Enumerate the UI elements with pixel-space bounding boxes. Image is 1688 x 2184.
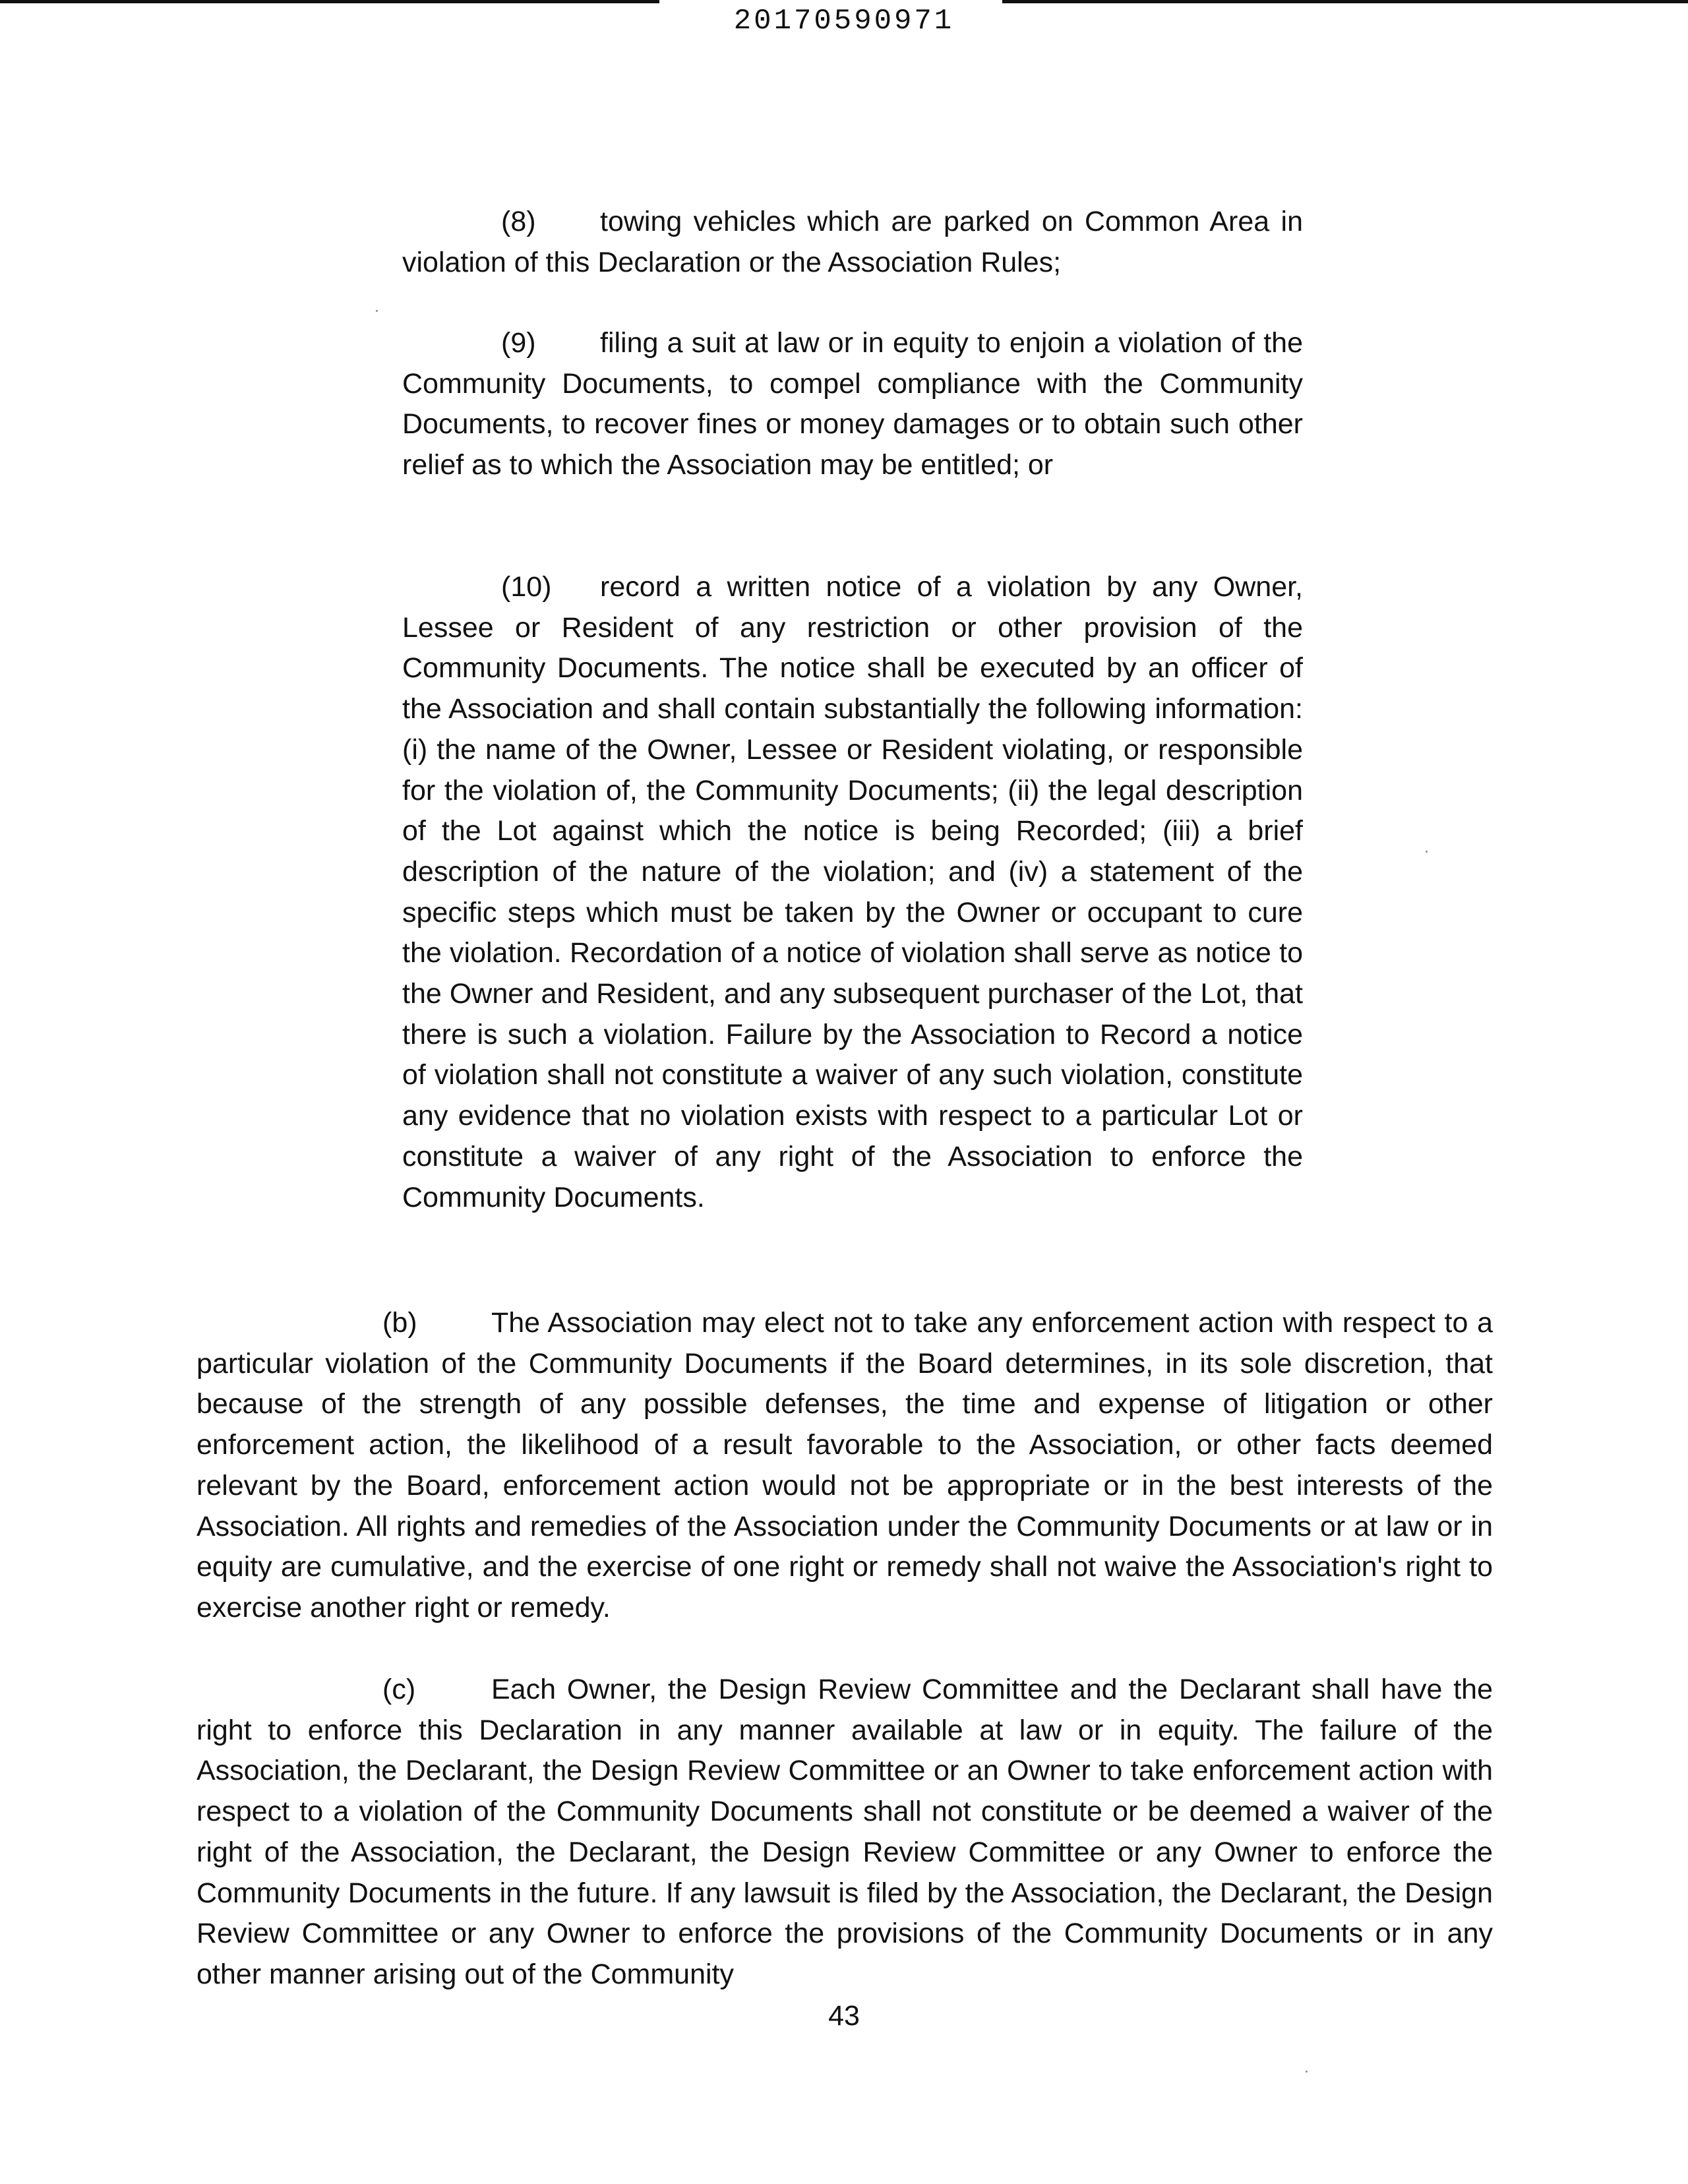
scan-speck [1426,851,1428,853]
scan-speck [1306,2071,1308,2073]
paragraph-c [196,1670,1493,1995]
item-10 [402,567,1303,1218]
item-8-text: towing vehicles which are parked on Common Area in violation of this Declaration or the Association Rules; [402,206,1303,278]
paragraph-b-text: The Association may elect not to take any enforcement action with respect to a particular violation of the Community Documents if the Board determines, in its sole discretion, that because of the strength of any possible defenses, the time and expense of litigation or other enforcement action, the likelihood of a result favorable to the Association, or other facts deemed relevant by the Board, enforcement action would not be appropriate or in the best interests of the Association. All rights and remedies of the Association under the Community Documents or at law or in equity are cumulative, and the exercise of one right or remedy shall not waive the Association's right to exercise another right or remedy. [196,1307,1493,1623]
document-number: 20170590971 [733,5,955,38]
item-9-text: filing a suit at law or in equity to enjoin a violation of the Community Documents, to compel compliance with the Community Documents, to recover fines or money damages or to obtain such other relief as to which the Association may be entitled; or [402,327,1303,481]
paragraph-b-number: (b) [382,1307,417,1339]
item-8 [402,202,1303,283]
item-9-number: (9) [501,327,536,359]
scan-speck [376,310,378,312]
item-10-text: record a written notice of a violation by any Owner, Lessee or Resident of any restriction or other provision of the Community Documents. The notice shall be executed by an officer of the Association and shall contain substantially the following information: (i) the name of the Owner, Lessee or Resident violating, or responsible for the violation of, the Community Documents; (ii) the legal description of the Lot against which the notice is being Recorded; (iii) a brief description of the nature of the violation; and (iv) a statement of the specific steps which must be taken by the Owner or occupant to cure the violation. Recordation of a notice of violation shall serve as notice to the Owner and Resident, and any subsequent purchaser of the Lot, that there is such a violation. Failure by the Association to Record a notice of violation shall not constitute a waiver of any such violation, constitute any evidence that no violation exists with respect to a particular Lot or constitute a waiver of any right of the Association to enforce the Community Documents. [402,571,1303,1213]
item-8-number: (8) [501,206,536,237]
item-10-number: (10) [501,571,552,603]
paragraph-b [196,1303,1493,1629]
item-9 [402,323,1303,486]
paragraph-c-text: Each Owner, the Design Review Committee and the Declarant shall have the right to enforce this Declaration in any manner available at law or in equity. The failure of the Association, the Declarant, the Design Review Committee or an Owner to take enforcement action with respect to a violation of the Community Documents shall not constitute or be deemed a waiver of the right of the Association, the Declarant, the Design Review Committee or any Owner to enforce the Community Documents in the future. If any lawsuit is filed by the Association, the Declarant, the Design Review Committee or any Owner to enforce the provisions of the Community Documents or in any other manner arising out of the Community [196,1674,1493,1990]
paragraph-c-number: (c) [382,1674,416,1705]
page-number: 43 [828,2000,860,2032]
